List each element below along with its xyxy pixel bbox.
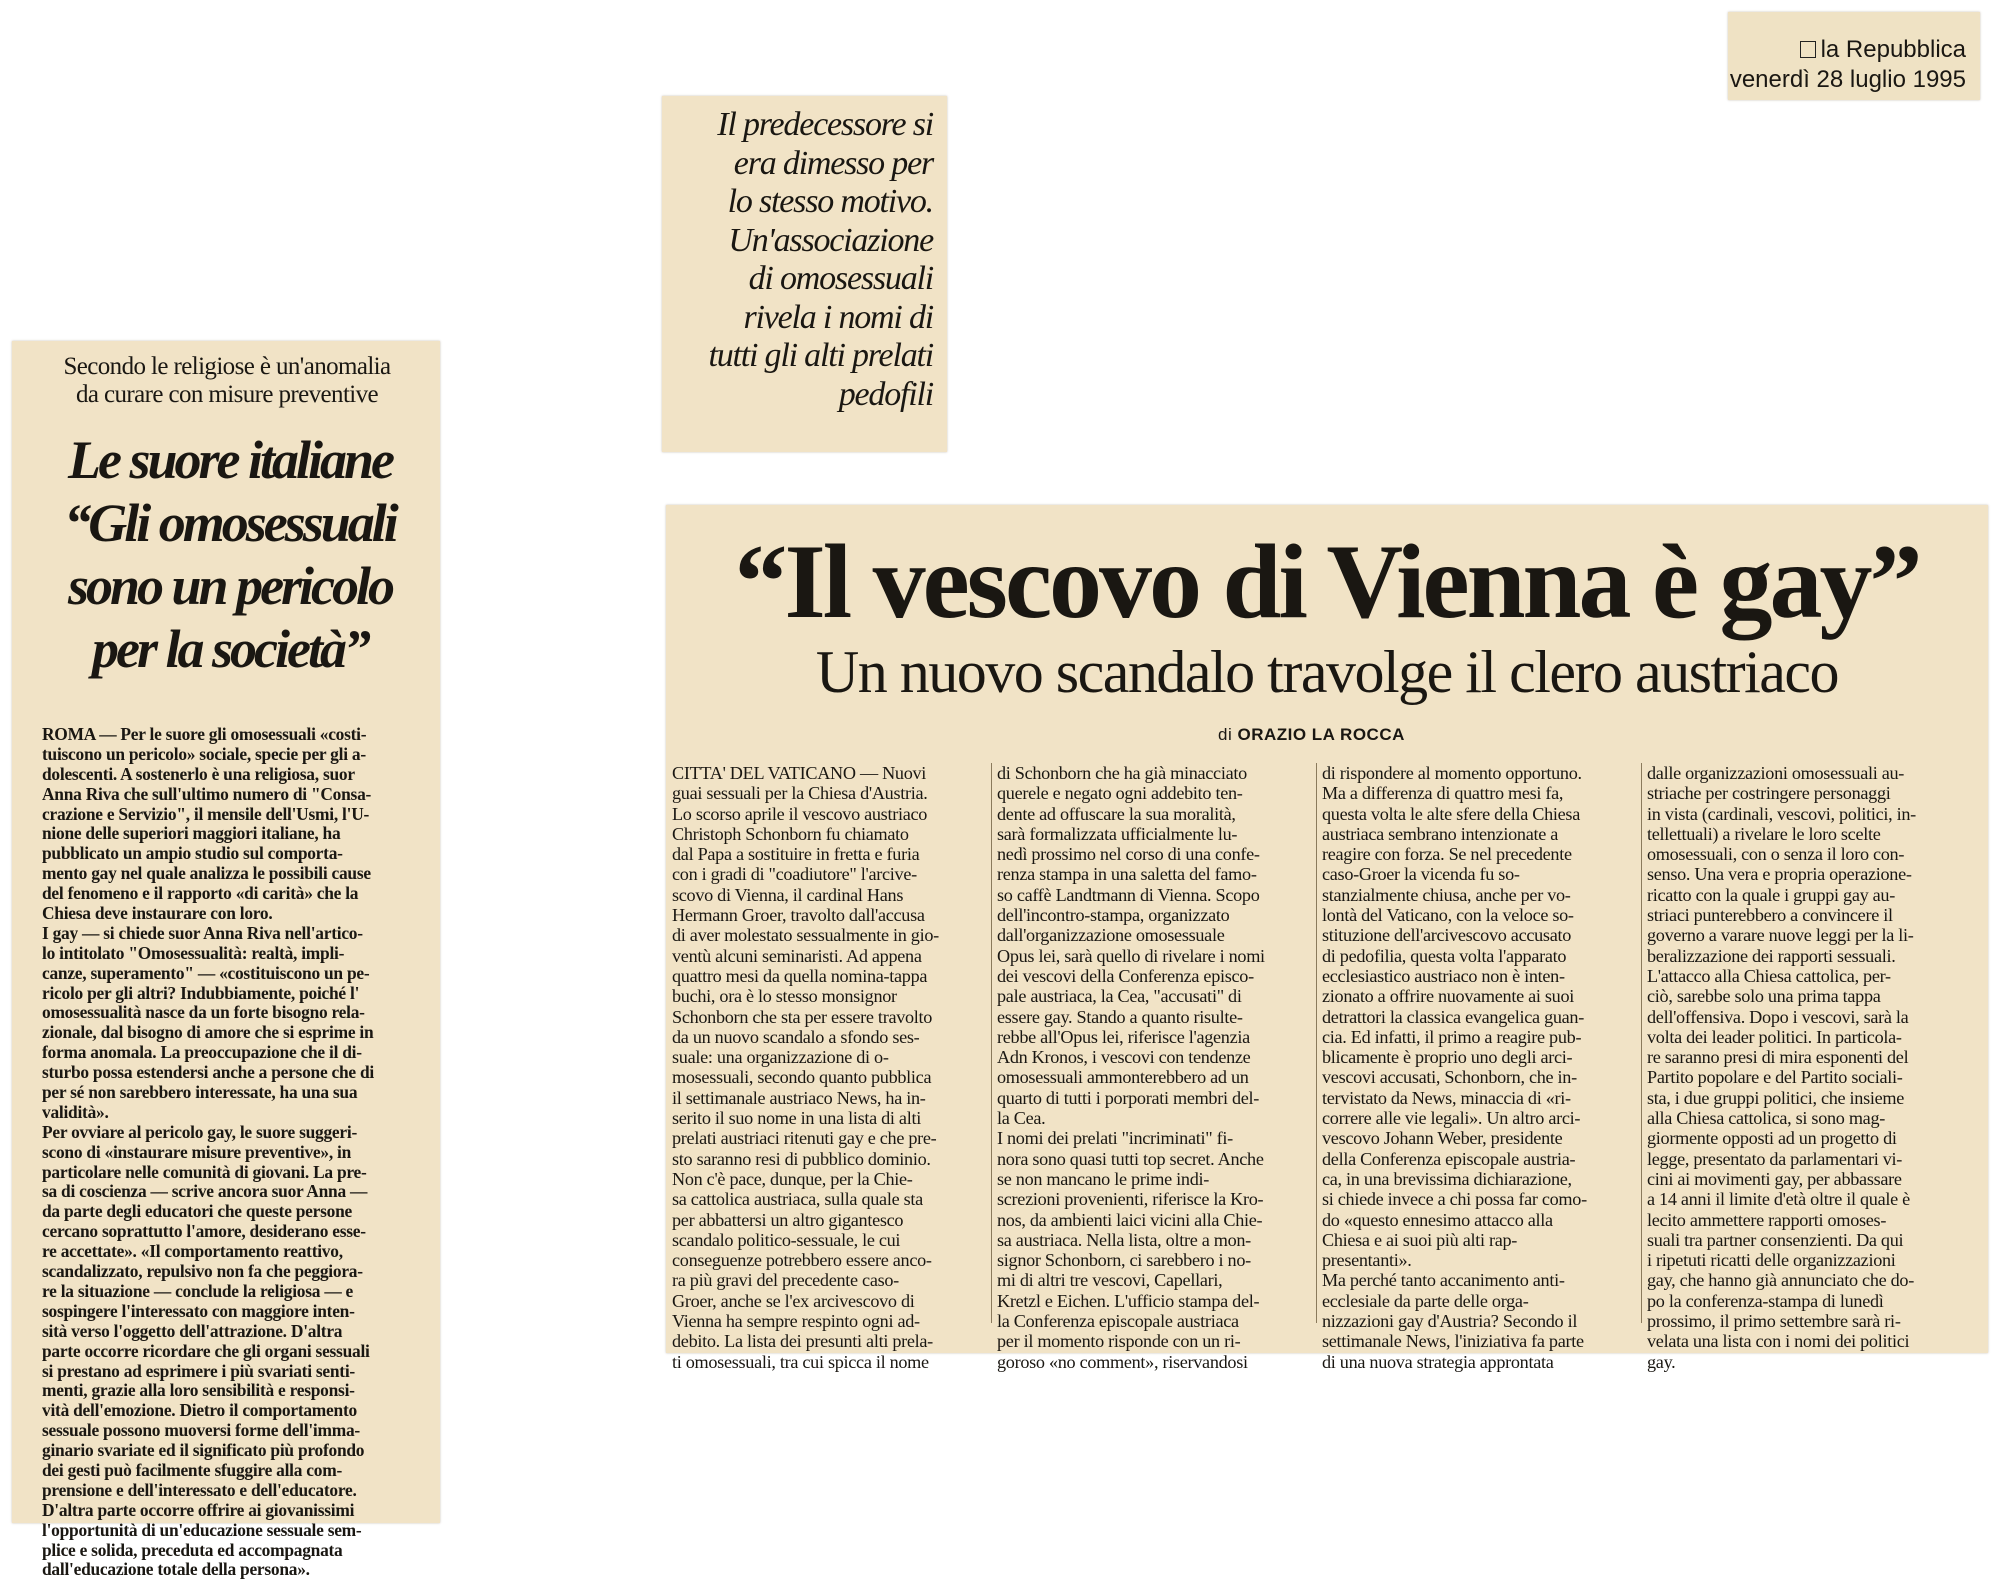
body-text-line: Ma a differenza di quattro mesi fa, xyxy=(1322,783,1564,804)
body-text-line: la Conferenza episcopale austriaca xyxy=(997,1311,1239,1332)
body-text-line: vescovi accusati, Schonborn, che in- xyxy=(1322,1067,1577,1088)
byline xyxy=(1218,725,1405,745)
body-text-line: sa di coscienza — scrive ancora suor Anna — xyxy=(42,1181,368,1202)
body-text-line: CITTA' DEL VATICANO — Nuovi xyxy=(672,763,927,783)
body-text-line: guai sessuali per la Chiesa d'Austria. xyxy=(672,783,928,804)
body-text-line: zionato a offrire nuovamente ai suoi xyxy=(1322,986,1574,1007)
body-text-line: ventù alcuni seminaristi. Ad appena xyxy=(672,945,922,966)
right-article-clipping xyxy=(666,505,1988,1372)
body-text-line: giormente opposti ad un progetto di xyxy=(1647,1128,1897,1149)
body-text-line: do «questo ennesimo attacco alla xyxy=(1322,1209,1553,1230)
headline-line: “Gli omosessuali xyxy=(64,493,396,553)
body-text-line: lecito ammettere rapporti omoses- xyxy=(1647,1209,1887,1230)
body-text-line: prossimo, il primo settembre sarà ri- xyxy=(1647,1311,1901,1332)
kicker-line: da curare con misure preventive xyxy=(75,381,379,408)
body-text-line: per abbattersi un altro gigantesco xyxy=(672,1209,904,1230)
body-text-line: reagire con forza. Se nel precedente xyxy=(1322,844,1572,865)
body-text-line: l'opportunità di un'educazione sessuale sem- xyxy=(42,1519,362,1540)
body-text-line: i ripetuti ricatti delle organizzazioni xyxy=(1647,1250,1896,1271)
body-text-line: il settimanale austriaco News, ha in- xyxy=(672,1087,926,1108)
body-text-line: nione delle superiori maggiori italiane, ha xyxy=(42,823,341,844)
body-text-line: dall'organizzazione omosessuale xyxy=(997,925,1225,946)
body-text-line: si prestano ad esprimere i più svariati senti- xyxy=(42,1360,355,1381)
headline-line: Le suore italiane xyxy=(68,430,392,490)
body-text-line: prensione e dell'interessato e dell'educatore. xyxy=(42,1479,357,1500)
body-text-line: di pedofilia, questa volta l'apparato xyxy=(1322,945,1567,966)
body-text-line: mento gay nel quale analizza le possibili cause xyxy=(42,863,371,884)
body-text-line: omosessuali, con o senza il loro con- xyxy=(1647,844,1905,865)
body-text-line: dei gesti può facilmente sfuggire alla com- xyxy=(42,1459,342,1480)
headline-line: sono un pericolo xyxy=(67,556,393,616)
body-text-line: re la situazione — conclude la religiosa — e xyxy=(42,1280,354,1301)
body-text-line: re saranno presi di mira esponenti del xyxy=(1647,1047,1909,1068)
body-text-line: ra più gravi del precedente caso- xyxy=(672,1270,899,1291)
body-text-line: validità». xyxy=(42,1101,109,1122)
teaser-line: lo stesso motivo. xyxy=(727,183,933,220)
body-text-line: beralizzazione dei rapporti sessuali. xyxy=(1647,945,1896,966)
teaser-line: era dimesso per xyxy=(733,144,933,182)
body-text-line: dal Papa a sostituire in fretta e furia xyxy=(672,844,920,865)
body-text-line: ricolo per gli altri? Indubbiamente, poiché l' xyxy=(42,982,360,1003)
body-text-line: suali tra partner consenzienti. Da qui xyxy=(1647,1229,1904,1250)
body-text-line: ROMA — Per le suore gli omosessuali «costi- xyxy=(42,724,367,744)
body-text-line: a 14 anni il limite d'età oltre il quale è xyxy=(1647,1189,1910,1210)
body-text-line: cercano soprattutto l'amore, desiderano esse- xyxy=(42,1221,366,1242)
body-text-line: dell'offensiva. Dopo i vescovi, sarà la xyxy=(1647,1006,1909,1027)
body-text-line: nos, da ambienti laici vicini alla Chie- xyxy=(997,1209,1263,1230)
body-text-line: ricatto con la quale i gruppi gay au- xyxy=(1647,884,1895,905)
body-text-line: scandalo politico-sessuale, le cui xyxy=(672,1229,901,1250)
body-text-line: lontà del Vaticano, con la veloce so- xyxy=(1322,905,1574,926)
body-text-line: dalle organizzazioni omosessuali au- xyxy=(1647,763,1905,783)
teaser-line: di omosessuali xyxy=(748,260,933,297)
body-text-line: velata una lista con i nomi dei politici xyxy=(1647,1331,1910,1352)
body-text-line: del fenomeno e il rapporto «di carità» che la xyxy=(42,883,359,904)
body-text-line: Opus lei, sarà quello di rivelare i nomi xyxy=(997,945,1265,966)
body-text-line: da parte degli educatori che queste persone xyxy=(42,1201,352,1222)
body-text-line: detrattori la classica evangelica guan- xyxy=(1322,1006,1584,1027)
body-text-line: mi di altri tre vescovi, Capellari, xyxy=(997,1270,1223,1291)
body-text-line: renza stampa in una saletta del famo- xyxy=(997,864,1257,885)
body-text-line: alla Chiesa cattolica, si sono mag- xyxy=(1647,1108,1885,1129)
body-text-line: Hermann Groer, travolto dall'accusa xyxy=(672,905,925,926)
body-text-line: scono di «instaurare misure preventive», in xyxy=(42,1141,352,1162)
body-text-line: dente ad offuscare la sua moralità, xyxy=(997,803,1236,824)
body-text-line: dall'educazione totale della persona». xyxy=(42,1559,310,1580)
body-text-line: sa cattolica austriaca, sulla quale sta xyxy=(672,1189,923,1210)
body-text-line: D'altra parte occorre offrire ai giovanissimi xyxy=(42,1499,355,1520)
body-text-line: quattro mesi da quella nomina-tappa xyxy=(672,965,928,986)
body-text-line: goroso «no comment», riservandosi xyxy=(997,1351,1248,1372)
body-text-line: della Conferenza episcopale austria- xyxy=(1322,1148,1576,1169)
left-article-kicker xyxy=(32,353,422,409)
body-text-line: Lo scorso aprile il vescovo austriaco xyxy=(672,803,928,824)
body-text-line: signor Schonborn, ci sarebbero i no- xyxy=(997,1250,1251,1271)
body-text-line: presentanti». xyxy=(1322,1250,1412,1271)
body-text-line: pubblicato un ampio studio sul comporta- xyxy=(42,843,343,864)
body-text-line: tervistato da News, minaccia di «ri- xyxy=(1322,1087,1571,1108)
checkbox-square-icon xyxy=(1800,41,1816,58)
body-text-line: debito. La lista dei presunti alti prela- xyxy=(672,1331,933,1352)
body-text-line: volta dei leader politici. In particola- xyxy=(1647,1026,1902,1047)
body-text-line: Vienna ha sempre respinto ogni ad- xyxy=(672,1311,920,1332)
body-text-line: caso-Groer la vicenda fu so- xyxy=(1322,864,1520,885)
article-column-1 xyxy=(672,763,988,1372)
body-text-line: Schonborn che sta per essere travolto xyxy=(672,1006,933,1027)
body-text-line: prelati austriaci ritenuti gay e che pre- xyxy=(672,1128,937,1149)
body-text-line: da un nuovo scandalo a sfondo ses- xyxy=(672,1026,920,1047)
body-text-line: nizzazioni gay d'Austria? Secondo il xyxy=(1322,1311,1578,1332)
body-text-line: ecclesiale da parte delle orga- xyxy=(1322,1290,1529,1311)
body-text-line: stituzione dell'arcivescovo accusato xyxy=(1322,925,1572,946)
body-text-line: se non mancano le prime indi- xyxy=(997,1168,1210,1189)
article-column-3 xyxy=(1322,763,1638,1372)
body-text-line: I gay — si chiede suor Anna Riva nell'artico- xyxy=(42,922,363,943)
body-text-line: ginario svariate ed il significato più profondo xyxy=(42,1440,365,1461)
body-text-line: serito il suo nome in una lista di alti xyxy=(672,1108,921,1129)
body-text-line: scovo di Vienna, il cardinal Hans xyxy=(672,884,904,905)
teaser-line: Il predecessore si xyxy=(717,106,933,143)
body-text-line: canze, superamento" — «costituiscono un pe- xyxy=(42,962,370,983)
body-text-line: conseguenze potrebbero essere anco- xyxy=(672,1250,932,1271)
column-divider xyxy=(991,763,992,1323)
body-text-line: plice e solida, preceduta ed accompagnata xyxy=(42,1539,343,1560)
publication-date: venerdì 28 luglio 1995 xyxy=(1729,66,1966,93)
body-text-line: sto saranno resi di pubblico dominio. xyxy=(672,1148,931,1169)
body-text-line: gay, che hanno già annunciato che do- xyxy=(1647,1270,1914,1291)
body-text-line: scandalizzato, repulsivo non fa che peggiora- xyxy=(42,1261,363,1282)
body-text-line: in vista (cardinali, vescovi, politici, in- xyxy=(1647,803,1916,824)
article-column-2 xyxy=(997,763,1313,1372)
right-article-headline: “Il vescovo di Vienna è gay” xyxy=(734,523,1920,640)
body-text-line: re accettate». «Il comportamento reattivo, xyxy=(42,1241,343,1262)
left-article-headline xyxy=(30,429,430,681)
body-text-line: omosessualità nasce da un forte bisogno rela- xyxy=(42,1002,365,1023)
teaser-line: pedofili xyxy=(838,375,933,413)
body-text-line: la Cea. xyxy=(997,1108,1046,1129)
body-text-line: lo intitolato "Omosessualità: realtà, impli- xyxy=(42,942,345,963)
body-text-line: striache per costringere personaggi xyxy=(1647,783,1891,804)
body-text-line: nora sono quasi tutti top secret. Anche xyxy=(997,1148,1264,1169)
body-text-line: di Schonborn che ha già minacciato xyxy=(997,763,1247,783)
right-article-subheadline: Un nuovo scandalo travolge il clero austriaco xyxy=(815,639,1839,705)
left-article-body xyxy=(42,725,428,1580)
body-text-line: Anna Riva che sull'ultimo numero di "Consa- xyxy=(42,783,372,804)
body-text-line: sturbo possa estendersi anche a persone che di xyxy=(42,1062,374,1083)
body-text-line: sarà formalizzata ufficialmente lu- xyxy=(997,823,1238,844)
body-text-line: di una nuova strategia approntata xyxy=(1322,1351,1554,1372)
body-text-line: sità verso l'oggetto dell'attrazione. D'altra xyxy=(42,1320,343,1341)
body-text-line: cini ai movimenti gay, per abbassare xyxy=(1647,1168,1902,1189)
body-text-line: L'attacco alla Chiesa cattolica, per- xyxy=(1647,965,1891,986)
body-text-line: suale: una organizzazione di o- xyxy=(672,1047,889,1068)
body-text-line: ti omosessuali, tra cui spicca il nome xyxy=(672,1351,929,1372)
body-text-line: sta, i due gruppi politici, che insieme xyxy=(1647,1087,1905,1108)
body-text-line: senso. Una vera e propria operazione- xyxy=(1647,864,1912,885)
body-text-line: sessuale possono muoversi forme dell'imma- xyxy=(42,1420,360,1441)
body-text-line: correre alle vie legali». Un altro arci- xyxy=(1322,1108,1581,1129)
body-text-line: so caffè Landtmann di Vienna. Scopo xyxy=(997,884,1260,905)
body-text-line: gay. xyxy=(1647,1351,1676,1372)
body-text-line: querele e negato ogni addebito ten- xyxy=(997,783,1243,804)
body-text-line: si chiede invece a chi possa far como- xyxy=(1322,1189,1587,1210)
left-article-clipping xyxy=(12,341,440,1580)
body-text-line: legge, presentato da parlamentari vi- xyxy=(1647,1148,1903,1169)
body-text-line: Ma perché tanto accanimento anti- xyxy=(1322,1270,1565,1291)
body-text-line: stanzialmente chiusa, anche per vo- xyxy=(1322,884,1571,905)
body-text-line: zionale, dal bisogno di amore che si esprime in xyxy=(42,1022,374,1043)
date-stamp xyxy=(1728,12,1980,100)
body-text-line: menti, grazie alla loro sensibilità e responsi- xyxy=(42,1380,355,1401)
body-text-line: particolare nelle comunità di giovani. La pre- xyxy=(42,1161,367,1182)
body-text-line: vescovo Johann Weber, presidente xyxy=(1322,1128,1563,1149)
body-text-line: governo a varare nuove leggi per la li- xyxy=(1647,925,1914,946)
teaser-clipping xyxy=(662,96,947,452)
column-divider xyxy=(1316,763,1317,1323)
body-text-line: settimanale News, l'iniziativa fa parte xyxy=(1322,1331,1584,1352)
body-text-line: cia. Ed infatti, il primo a reagire pub- xyxy=(1322,1026,1582,1047)
body-text-line: forma anomala. La preoccupazione che il di- xyxy=(42,1042,362,1063)
newspaper-name xyxy=(1800,36,1966,64)
newspaper-name-text: la Repubblica xyxy=(1820,36,1966,63)
body-text-line: screzioni provenienti, riferisce la Kro- xyxy=(997,1189,1264,1210)
body-text-line: Christoph Schonborn fu chiamato xyxy=(672,823,909,844)
teaser-line: Un'associazione xyxy=(728,221,933,259)
body-text-line: po la conferenza-stampa di lunedì xyxy=(1647,1290,1884,1311)
body-text-line: Per ovviare al pericolo gay, le suore suggeri- xyxy=(42,1121,357,1142)
body-text-line: striaci punterebbero a convincere il xyxy=(1647,905,1893,926)
body-text-line: di aver molestato sessualmente in gio- xyxy=(672,925,939,946)
body-text-line: Chiesa e ai suoi più alti rap- xyxy=(1322,1229,1518,1250)
body-text-line: Partito popolare e del Partito sociali- xyxy=(1647,1067,1903,1088)
body-text-line: omosessuali ammonterebbero ad un xyxy=(997,1067,1249,1088)
body-text-line: ecclesiastico austriaco non è inten- xyxy=(1322,965,1565,986)
body-text-line: austriaca sembrano intenzionate a xyxy=(1322,823,1559,844)
body-text-line: dei vescovi della Conferenza episco- xyxy=(997,965,1254,986)
body-text-line: quarto di tutti i porporati membri del- xyxy=(997,1087,1260,1108)
body-text-line: per sé non sarebbero interessate, ha una sua xyxy=(42,1082,358,1103)
body-text-line: rebbe all'Opus lei, riferisce l'agenzia xyxy=(997,1026,1250,1047)
body-text-line: di rispondere al momento opportuno. xyxy=(1322,763,1582,783)
teaser-line: rivela i nomi di xyxy=(743,298,933,336)
teaser-line: tutti gli alti prelati xyxy=(708,337,933,374)
column-divider xyxy=(1641,763,1642,1323)
body-text-line: tuiscono un pericolo» sociale, specie per gli a- xyxy=(42,743,366,764)
body-text-line: Chiesa deve instaurare con loro. xyxy=(42,903,273,924)
body-text-line: dolescenti. A sostenerlo è una religiosa, suor xyxy=(42,763,355,784)
body-text-line: Adn Kronos, i vescovi con tendenze xyxy=(997,1047,1251,1068)
body-text-line: Kretzl e Eichen. L'ufficio stampa del- xyxy=(997,1290,1260,1311)
body-text-line: ciò, sarebbe solo una prima tappa xyxy=(1647,986,1881,1007)
kicker-line: Secondo le religiose è un'anomalia xyxy=(63,353,391,380)
byline-author: ORAZIO LA ROCCA xyxy=(1237,725,1405,744)
body-text-line: mosessuali, secondo quanto pubblica xyxy=(672,1067,932,1088)
byline-prefix: di xyxy=(1218,725,1233,744)
body-text-line: vità dell'emozione. Dietro il comportamento xyxy=(42,1400,357,1421)
body-text-line: ca, in una brevissima dichiarazione, xyxy=(1322,1168,1572,1189)
body-text-line: Non c'è pace, dunque, per la Chie- xyxy=(672,1168,913,1189)
body-text-line: questa volta le alte sfere della Chiesa xyxy=(1322,803,1580,824)
body-text-line: I nomi dei prelati "incriminati" fi- xyxy=(997,1128,1233,1149)
body-text-line: buchi, ora è lo stesso monsignor xyxy=(672,986,897,1007)
body-text-line: pale austriaca, la Cea, "accusati" di xyxy=(997,986,1242,1007)
body-text-line: dell'incontro-stampa, organizzato xyxy=(997,905,1230,926)
article-column-4 xyxy=(1647,763,1963,1372)
headline-line: per la società” xyxy=(92,619,368,679)
body-text-line: crazione e Servizio", il mensile dell'Usmi, l'U- xyxy=(42,803,370,824)
body-text-line: nedì prossimo nel corso di una confe- xyxy=(997,844,1260,865)
body-text-line: tellettuali) a rivelare le loro scelte xyxy=(1647,823,1881,844)
body-text-line: blicamente è proprio uno degli arci- xyxy=(1322,1047,1573,1068)
body-text-line: con i gradi di "coadiutore" l'arcive- xyxy=(672,864,917,885)
body-text-line: per il momento risponde con un ri- xyxy=(997,1331,1241,1352)
body-text-line: parte occorre ricordare che gli organi sessuali xyxy=(42,1340,370,1361)
body-text-line: sa austriaca. Nella lista, oltre a mon- xyxy=(997,1229,1251,1250)
body-text-line: essere gay. Stando a quanto risulte- xyxy=(997,1006,1243,1027)
body-text-line: sospingere l'interessato con maggiore inten- xyxy=(42,1300,355,1321)
body-text-line: Groer, anche se l'ex arcivescovo di xyxy=(672,1290,915,1311)
